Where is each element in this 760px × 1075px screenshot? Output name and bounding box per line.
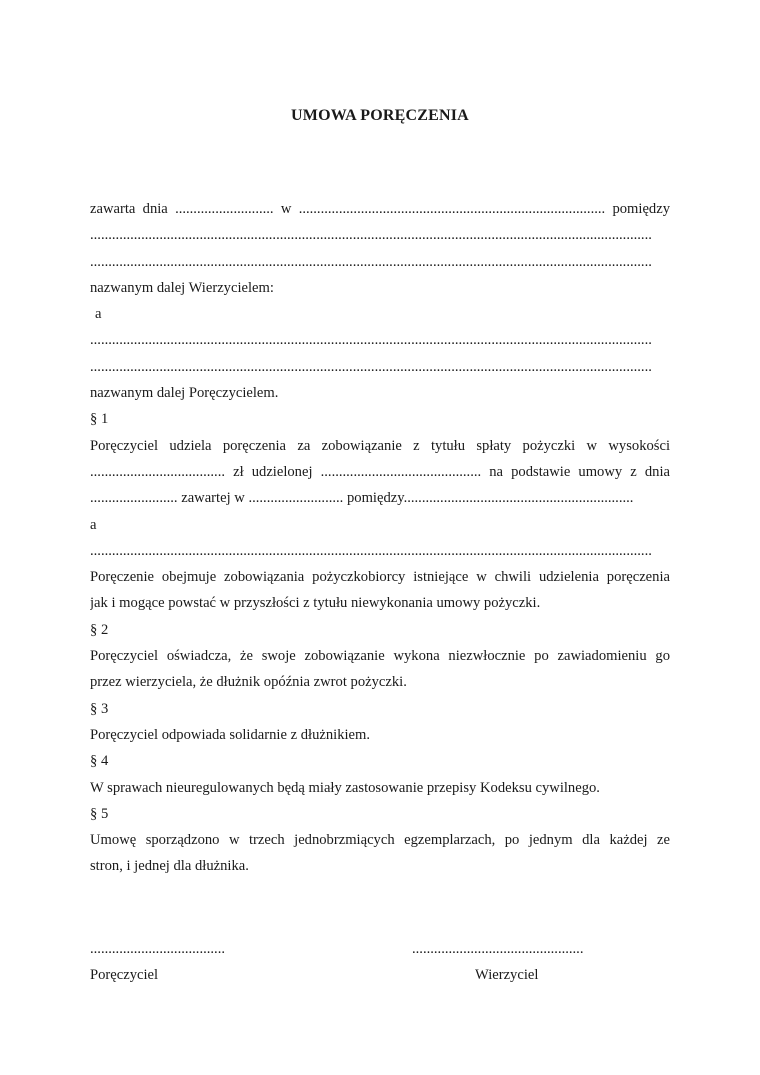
section-heading-1: § 1 [90,411,109,428]
paragraph-line: jak i mogące powstać w przyszłości z tytułu niewykonania umowy pożyczki. [90,595,541,612]
guarantor-signature-line: ..................................... [90,941,225,957]
paragraph-line: ..................................... zł udzielonej ............................................ na podstawie umowy z dnia [90,463,670,480]
paragraph-line: Poręczyciel oświadcza, że swoje zobowiązanie wykona niezwłocznie po zawiadomieniu go [90,648,670,665]
creditor-signature-label: Wierzyciel [475,967,539,983]
paragraph-line: Umowę sporządzono w trzech jednobrzmiących egzemplarzach, po jednym dla każdej ze [90,832,670,849]
blank-line: .......................................................................................................................................................... [90,227,652,244]
creditor-label: nazwanym dalej Wierzycielem: [90,279,274,296]
paragraph-line: przez wierzyciela, że dłużnik opóźnia zwrot pożyczki. [90,674,407,691]
paragraph-line: stron, i jednej dla dłużnika. [90,858,249,875]
section-heading-5: § 5 [90,805,109,822]
blank-line: .......................................................................................................................................................... [90,358,652,375]
paragraph-line: Poręczyciel udziela poręczenia za zobowiązanie z tytułu spłaty pożyczki w wysokości [90,437,670,454]
paragraph-line: Poręczenie obejmuje zobowiązania pożyczkobiorcy istniejące w chwili udzielenia poręczenia [90,569,670,586]
blank-line: .......................................................................................................................................................... [90,542,652,559]
intro-line: zawarta dnia ........................... w .................................................................................... pomiędzy [90,201,670,217]
blank-line: .......................................................................................................................................................... [90,253,652,270]
document-body [90,196,670,880]
section-heading-2: § 2 [90,621,109,638]
document-title: UMOWA PORĘCZENIA [291,107,469,124]
guarantor-label: nazwanym dalej Poręczycielem. [90,385,279,402]
conjunction-a: a [95,306,102,323]
conjunction-a: a [90,516,97,533]
paragraph-line: ........................ zawartej w .......................... pomiędzy............................................................... [90,490,634,507]
blank-line: .......................................................................................................................................................... [90,332,652,349]
guarantor-signature-label: Poręczyciel [90,967,159,983]
section-heading-4: § 4 [90,753,109,770]
section-heading-3: § 3 [90,700,109,717]
creditor-signature-line: ............................................... [412,941,584,957]
paragraph-line: Poręczyciel odpowiada solidarnie z dłużnikiem. [90,726,371,743]
paragraph-line: W sprawach nieuregulowanych będą miały zastosowanie przepisy Kodeksu cywilnego. [90,779,600,796]
